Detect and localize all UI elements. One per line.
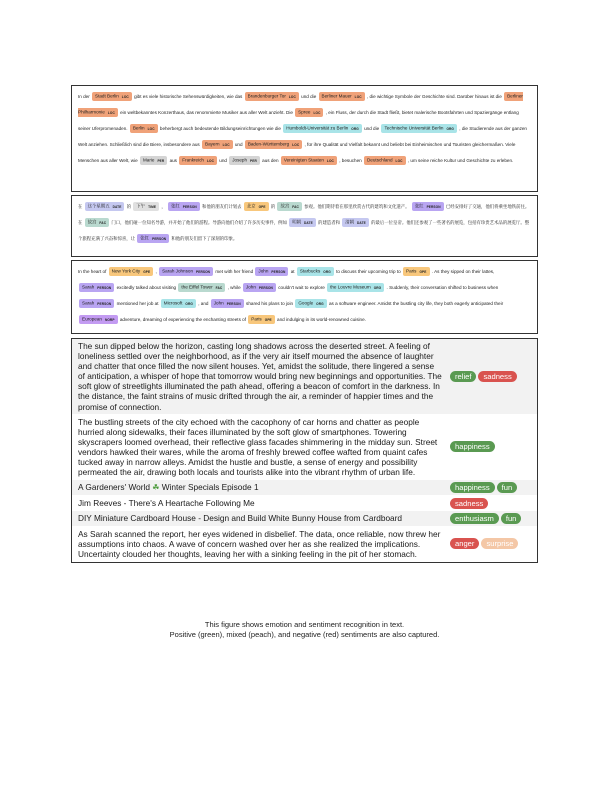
entity-text: Vereinigten Staaten (283, 158, 324, 163)
entity-text: Google (298, 301, 314, 306)
entity-highlight (319, 92, 365, 100)
entity-label: LOC (288, 95, 296, 99)
plain-text-segment: 的 (125, 204, 133, 209)
emotion-row-text (72, 339, 442, 414)
emotion-pill-negative: sadness (478, 371, 516, 382)
entity-label: ORG (316, 302, 324, 306)
entity-text: Paris (251, 317, 262, 322)
entity-text: John (258, 269, 269, 274)
emotion-tags (442, 538, 537, 549)
entity-text: Brandenburger Tor (247, 94, 286, 99)
entity-text: John (213, 301, 224, 306)
plain-text-segment: 的建造者和 (316, 220, 342, 225)
entity-text: Marie (142, 158, 155, 163)
entity-highlight (178, 283, 225, 291)
emotion-pill-negative: anger (450, 538, 479, 549)
plain-text-segment: 门口，他们碰一位知名导游，并开始了他们的游程。导游向他们介绍了许多历史事件，例如 (110, 220, 289, 225)
entity-label: LOC (354, 95, 362, 99)
entity-label: LOC (292, 143, 300, 147)
entity-highlight (79, 283, 114, 291)
plain-text-segment: ein weltbekanntes Konzerthaus, das renommierte Musiker aus aller Welt anzieht. Die (118, 110, 295, 115)
entity-text: New York City (111, 269, 141, 274)
ner-panel-chinese (71, 195, 538, 257)
plain-text-segment: , für ihre Qualität und Vielfalt bekannt und beliebt bei Einheimischen und Touristen gleichermaßen. Viele Menschen aus aller Welt, wie (78, 142, 516, 163)
entity-highlight (161, 299, 196, 307)
emotion-pill-mixed: surprise (481, 538, 518, 549)
emotion-pill-positive: fun (497, 482, 518, 493)
entity-label: PERSON (152, 237, 167, 241)
entity-text: Humboldt-Universität zu Berlin (286, 126, 349, 131)
emotion-pill-positive: enthusiasm (450, 513, 499, 524)
entity-label: PER (250, 159, 257, 163)
plain-text-segment: , um seine reiche Kultur und Geschichte zu erleben. (406, 158, 514, 163)
plain-text-segment: mentioned her job at (115, 301, 160, 306)
entity-text: Sarah (82, 285, 95, 290)
entity-text: 故宫 (280, 204, 290, 209)
plain-text-segment: und die (362, 126, 381, 131)
entity-text: Joseph (232, 158, 248, 163)
entity-highlight (412, 202, 444, 210)
entity-highlight (281, 156, 337, 164)
row-text: Jim Reeves - There's A Heartache Following Me (78, 498, 255, 509)
entity-highlight (245, 92, 299, 100)
entity-highlight (159, 267, 213, 275)
emotion-tags (442, 441, 537, 452)
entity-highlight (283, 124, 362, 132)
plain-text-segment: . As they sipped on their lattes, (430, 269, 495, 274)
plain-text-segment: , ein Fluss, der durch die Stadt fließt, bietet malerische Bootsfahrten und Spaziergänge entlang seiner Uferpromenaden. (78, 110, 519, 131)
entity-highlight (277, 202, 301, 210)
entity-highlight (295, 108, 323, 116)
entity-highlight (92, 92, 132, 100)
caption-line-2: Positive (green), mixed (peach), and negative (red) sentiments are also captured. (169, 630, 440, 639)
entity-label: PERSON (97, 286, 112, 290)
plain-text-segment: . Suddenly, their conversation shifted to business when (385, 285, 499, 290)
entity-label: PERSON (271, 270, 286, 274)
emotion-tags (442, 482, 537, 493)
entity-highlight (381, 124, 457, 132)
entity-label: GPE (143, 270, 151, 274)
emotion-row-text (72, 415, 442, 480)
entity-label: PERSON (258, 286, 273, 290)
entity-text: Microsoft (163, 301, 183, 306)
entity-label: NORP (104, 318, 115, 322)
entity-text: Paris (406, 269, 417, 274)
emotion-table (71, 338, 538, 563)
entity-highlight (243, 283, 276, 291)
plain-text-segment: and indulging in its world-renowned cuisine. (275, 317, 366, 322)
emotion-row-text (72, 480, 442, 495)
plain-text-segment: 的 (269, 204, 277, 209)
entity-label: FAC (99, 221, 107, 225)
plain-text-segment: aus (168, 158, 179, 163)
entity-label: LOC (395, 159, 403, 163)
plain-text-segment: , and (196, 301, 210, 306)
entity-label: PERSON (182, 205, 197, 209)
ner-paragraph-chinese (72, 196, 537, 250)
entity-highlight (327, 283, 384, 291)
entity-text: European (82, 317, 102, 322)
emotion-pill-positive: happiness (450, 482, 495, 493)
entity-highlight (245, 140, 302, 148)
plain-text-segment: excitedly talked about visiting (115, 285, 178, 290)
plain-text-segment: und (218, 158, 229, 163)
plain-text-segment: 的最后一位皇帝。他们还参观了一些著名的展览，包括有珍贵艺术品的展览厅。整个旅程充满了兴奋和惊喜，让 (78, 220, 530, 241)
emotion-pill-positive: relief (450, 371, 476, 382)
entity-highlight (202, 140, 233, 148)
plain-text-segment: gibt es viele historische Sehenswürdigkeiten, wie das (132, 94, 244, 99)
entity-highlight (211, 299, 244, 307)
entity-text: 明朝 (292, 220, 301, 225)
plain-text-segment: 和他的朋友们计划去 (200, 204, 243, 209)
entity-text: the Eiffel Tower (181, 285, 213, 290)
entity-text: Spree (298, 110, 311, 115)
entity-label: ORG (323, 270, 331, 274)
ner-panel-english (71, 260, 538, 334)
entity-text: Sarah Johnson (162, 269, 194, 274)
entity-label: ORG (446, 127, 455, 131)
plain-text-segment: , while (226, 285, 242, 290)
plain-text-segment: 和他的朋友们留下了深刻的印象。 (170, 236, 238, 241)
plain-text-segment: aus den (260, 158, 280, 163)
plain-text-segment: adventure, dreaming of experiencing the enchanting streets of (118, 317, 248, 322)
ner-paragraph-english (72, 261, 537, 331)
entity-highlight (342, 218, 369, 226)
entity-highlight (137, 234, 169, 242)
entity-label: GPE (258, 205, 266, 209)
plain-text-segment: at (289, 269, 296, 274)
emotion-tags (442, 513, 537, 524)
plain-text-segment: shared his plans to join (244, 301, 295, 306)
entity-highlight (179, 156, 217, 164)
plain-text-segment: und (233, 142, 244, 147)
row-text: A Gardeners' World (78, 482, 150, 493)
entity-highlight (130, 124, 158, 132)
entity-text: Frankreich (182, 158, 204, 163)
entity-text: Berlin (132, 126, 145, 131)
entity-label: FAC (292, 205, 299, 209)
plain-text-segment: , besuchen (337, 158, 363, 163)
entity-highlight (297, 267, 334, 275)
entity-text: John (245, 285, 256, 290)
entity-text: 清朝 (345, 220, 355, 225)
entity-label: GPE (419, 270, 427, 274)
emotion-row (72, 480, 537, 496)
entity-highlight (133, 202, 159, 210)
plain-text-segment: , (154, 269, 159, 274)
row-text: DIY Miniature Cardboard House - Design and Build White Bunny House from Cardboard (78, 513, 403, 524)
entity-label: PERSON (97, 302, 112, 306)
entity-label: PERSON (226, 302, 241, 306)
entity-text: 张红 (170, 204, 180, 209)
emotion-pill-positive: happiness (450, 441, 495, 452)
emotion-row (72, 339, 537, 415)
entity-label: TIME (148, 205, 157, 209)
plain-text-segment: 已经安排好了交通，他们将乘坐地铁前往。在 (78, 204, 530, 225)
entity-label: LOC (222, 143, 230, 147)
entity-label: PERSON (426, 205, 441, 209)
entity-text: Baden-Württemberg (247, 142, 290, 147)
row-text: As Sarah scanned the report, her eyes widened in disbelief. The data, once reliable, now threw her assumptions into chaos. A wave of concern washed over her as she realized the implications. Uncertainty clouded her thoughts, leaving her with a sinking feeling in the pit of her stomach. (78, 528, 441, 559)
plain-text-segment: beherbergt auch bedeutende Bildungseinrichtungen wie die (158, 126, 283, 131)
entity-highlight (403, 267, 430, 275)
entity-text: Sarah (82, 301, 95, 306)
plain-text-segment: as a software engineer. Amidst the bustling city life, they both eagerly anticipated their (327, 301, 504, 306)
entity-label: PER (157, 159, 165, 163)
ner-paragraph-german (72, 86, 537, 172)
emotion-row (72, 527, 537, 562)
entity-label: PERSON (196, 270, 211, 274)
entity-text: Deutschland (366, 158, 393, 163)
caption-line-1: This figure shows emotion and sentiment recognition in text. (204, 620, 405, 629)
entity-highlight (248, 315, 275, 323)
entity-label: DATE (303, 221, 313, 225)
emotion-row (72, 511, 537, 526)
emotion-pill-negative: sadness (450, 498, 488, 509)
entity-highlight (229, 156, 260, 164)
entity-highlight (295, 299, 326, 307)
entity-text: 下午 (136, 204, 146, 209)
ner-panel-german (71, 85, 538, 192)
entity-label: LOC (107, 111, 115, 115)
entity-label: LOC (326, 159, 334, 163)
plain-text-segment: , die Studierende aus der ganzen Welt anziehen. Schließlich sind die Biere, insbesondere aus (78, 126, 527, 147)
emotion-tags (442, 498, 537, 509)
emotion-row-text (72, 527, 442, 561)
emotion-row (72, 415, 537, 481)
clover-icon: ☘ (150, 483, 160, 493)
entity-text: 这个星期五 (87, 204, 110, 209)
entity-text: Berliner Philharmonie (78, 94, 523, 115)
entity-text: 北京 (246, 204, 256, 209)
entity-highlight (140, 156, 167, 164)
entity-label: ORG (373, 286, 382, 290)
emotion-pill-positive: fun (501, 513, 522, 524)
entity-text: the Louvre Museum (330, 285, 371, 290)
plain-text-segment: 在 (78, 204, 84, 209)
emotion-row-text (72, 496, 442, 510)
plain-text-segment: met with her friend (214, 269, 255, 274)
entity-highlight (168, 202, 200, 210)
entity-label: FAC (215, 286, 223, 290)
plain-text-segment: , die wichtige Symbole der Geschichte sind. Darüber hinaus ist die (365, 94, 504, 99)
entity-text: 故宫 (87, 220, 97, 225)
entity-text: Technische Universität Berlin (384, 126, 444, 131)
entity-text: Berliner Mauer (321, 94, 352, 99)
plain-text-segment: 参观。他们期待着在那里欣赏古代的建筑和文化遗产。 (302, 204, 411, 209)
plain-text-segment: In der (78, 94, 92, 99)
entity-text: Stadt Berlin (95, 94, 119, 99)
emotion-row (72, 496, 537, 511)
entity-label: ORG (185, 302, 193, 306)
plain-text-segment: ， (160, 204, 167, 209)
row-text: The sun dipped below the horizon, casting long shadows across the deserted street. A feeling of loneliness settled over the neighborhood, as if the very air itself mourned the absence of laughter and chatter that once filled the now silent houses. Yet, amidst the solitude, there lingered a sense of anticipation, a whisper of hope that tomorrow would bring new beginnings and opportunities. The soft glow of streetlights illuminated the path ahead, offering a beacon of comfort in the darkness. In the distance, the faint strains of music drifted through the air, a reminder of happier times and the promise of connection. (78, 341, 442, 412)
entity-highlight (85, 218, 109, 226)
entity-text: Bayern (205, 142, 220, 147)
entity-highlight (364, 156, 406, 164)
entity-highlight (79, 315, 118, 323)
emotion-row-text (72, 511, 442, 525)
entity-highlight (79, 299, 114, 307)
entity-text: Starbucks (299, 269, 321, 274)
entity-highlight (255, 267, 288, 275)
entity-highlight (109, 267, 154, 275)
entity-highlight (244, 202, 269, 210)
entity-text: 张红 (140, 236, 150, 241)
entity-label: LOC (206, 159, 214, 163)
entity-label: LOC (121, 95, 129, 99)
entity-label: GPE (264, 318, 272, 322)
entity-label: LOC (313, 111, 321, 115)
entity-label: DATE (112, 205, 122, 209)
entity-highlight (85, 202, 125, 210)
entity-label: LOC (147, 127, 155, 131)
row-text-continued: Winter Specials Episode 1 (159, 482, 259, 493)
entity-highlight (289, 218, 316, 226)
plain-text-segment: couldn't wait to explore (276, 285, 327, 290)
emotion-tags (442, 371, 537, 382)
entity-text: 张红 (414, 204, 424, 209)
plain-text-segment: to discuss their upcoming trip to (334, 269, 402, 274)
row-text: The bustling streets of the city echoed with the cacophony of car horns and chatter as people hurried along sidewalks, their faces illuminated by the soft glow of smartphones. Towering skyscrapers loomed overhead, their reflective glass facades shimmering in the midday sun. Street vendors hawked their wares, while the aroma of freshly brewed coffee wafted from quaint cafes tucked away in narrow alleys. Amidst the hustle and bustle, a sense of energy and possibility permeated the air, drawing both locals and tourists alike into the vibrant rhythm of urban life. (78, 416, 438, 478)
plain-text-segment: In the heart of (78, 269, 108, 274)
plain-text-segment: und die (299, 94, 318, 99)
entity-label: DATE (357, 221, 366, 225)
entity-label: ORG (351, 127, 359, 131)
